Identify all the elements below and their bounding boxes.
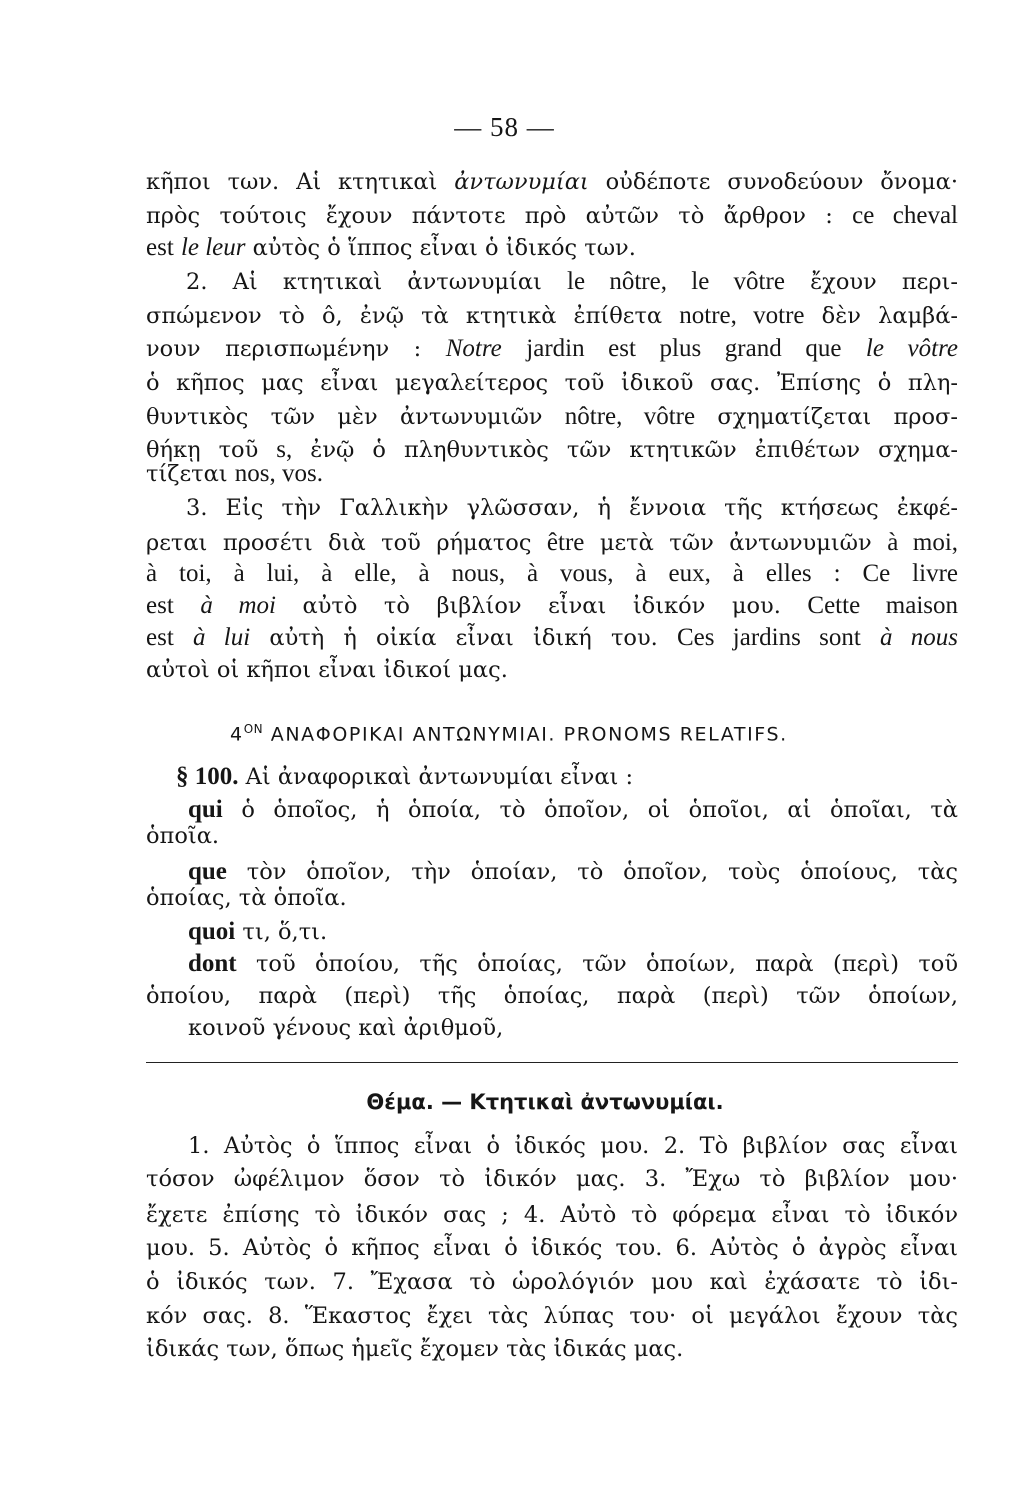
french-text: le nôtre, le vôtre — [567, 268, 785, 295]
french-text: être — [546, 529, 585, 556]
text: ἐνῷ ὁ πληθυντικὸς τῶν κτητικῶν ἐπιθέτων σχημα- — [310, 437, 958, 463]
text: κόν σας. 8. Ἕκαστος ἔχει τὰς λύπας του· οἱ μεγάλοι ἔχουν τὰς — [146, 1303, 958, 1329]
text: ὁποίου, παρὰ (περὶ) τῆς ὁποίας, παρὰ (περὶ) τῶν ὁποίων, — [146, 983, 958, 1009]
text-line — [146, 820, 958, 852]
french-text: est — [146, 592, 174, 619]
relative-pronoun: dont — [188, 950, 237, 977]
text-line — [146, 590, 958, 622]
text: κῆποι των. Αἱ κτητικαὶ — [146, 169, 438, 195]
text-line — [146, 882, 958, 914]
text: τίζεται — [146, 461, 228, 487]
page-number: — 58 — — [454, 112, 555, 142]
text-line — [146, 1232, 958, 1264]
text: θήκῃ τοῦ — [146, 437, 259, 463]
text: ὁ ὁποῖος, ἡ ὁποία, τὸ ὁποῖον, οἱ ὁποῖοι, αἱ ὁποῖαι, τὰ — [241, 797, 958, 823]
heading-number: 4 — [230, 723, 244, 746]
french-text: s, — [276, 436, 293, 463]
text: μου. 5. Αὐτὸς ὁ κῆπος εἶναι ὁ ἰδικός του. 6. Αὐτὸς ὁ ἀγρὸς εἶναι — [146, 1235, 958, 1261]
section-heading — [230, 722, 910, 745]
text: τόσον ὠφέλιμον ὅσον τὸ ἰδικόν μας. 3. Ἔχω τὸ βιβλίον μου· — [146, 1166, 958, 1192]
text-line — [186, 492, 958, 524]
french-text: est — [146, 624, 174, 651]
text: δὲν λαμβά- — [821, 303, 958, 329]
french-text: à moi, — [887, 529, 959, 556]
text-line — [176, 761, 958, 793]
text-line — [146, 367, 958, 399]
theme-title: Θέμα. — Κτητικαὶ ἀντωνυμίαι. — [366, 1090, 724, 1114]
relative-pronoun: quoi — [188, 918, 236, 945]
text: αὐτὸ τὸ βιβλίον εἶναι ἰδικόν μου. — [302, 593, 781, 619]
french-italic-text: à moi — [200, 592, 276, 619]
text-line — [146, 300, 958, 332]
french-italic-text: à nous — [880, 624, 959, 651]
text: τοῦ ὁποίου, τῆς ὁποίας, τῶν ὁποίων, παρὰ (περὶ) τοῦ — [255, 951, 958, 977]
text: ἔχετε ἐπίσης τὸ ἰδικόν σας ; 4. Αὐτὸ τὸ φόρεμα εἶναι τὸ ἰδικόν — [146, 1202, 958, 1228]
french-text: notre, votre — [679, 302, 805, 329]
text: αὐτοὶ οἱ κῆποι εἶναι ἰδικοί μας. — [146, 657, 508, 683]
text: μετὰ τῶν ἀντωνυμιῶν — [599, 530, 872, 556]
text-line — [146, 1333, 958, 1365]
text: ἔχουν περι- — [810, 269, 958, 295]
relative-pronoun: que — [188, 858, 227, 885]
text-line — [146, 527, 958, 559]
text: πρὸς τούτοις ἔχουν πάντοτε πρὸ αὐτῶν τὸ ἄρθρον : — [146, 203, 833, 229]
text: τὸν ὁποῖον, τὴν ὁποίαν, τὸ ὁποῖον, τοὺς ὁποίους, τὰς — [246, 859, 958, 885]
text: ρεται προσέτι διὰ τοῦ ρήματος — [146, 530, 532, 556]
text: 3. Εἰς τὴν Γαλλικὴν γλῶσσαν, ἡ ἔννοια τῆς κτήσεως ἐκφέ- — [186, 495, 958, 521]
text-line — [146, 1266, 958, 1298]
text: ἰδικάς των, ὅπως ἡμεῖς ἔχομεν τὰς ἰδικάς μας. — [146, 1336, 684, 1362]
french-text: à toi, à lui, à elle, à nous, à vous, à eux, à elles : Ce livre — [146, 560, 958, 587]
text: 1. Αὐτὸς ὁ ἵππος εἶναι ὁ ἰδικός μου. 2. Τὸ βιβλίον σας εἶναι — [188, 1133, 958, 1159]
text-line — [146, 401, 958, 433]
text-line — [146, 166, 958, 198]
text-line — [186, 266, 958, 298]
french-text: est — [146, 234, 174, 261]
paragraph-number: § 100. — [176, 763, 239, 790]
text: θυντικὸς τῶν μὲν ἀντωνυμιῶν — [146, 404, 543, 430]
text: σπώμενον τὸ ô, ἐνῷ τὰ κτητικὰ ἐπίθετα — [146, 303, 663, 329]
text-line — [188, 1012, 958, 1044]
divider — [146, 1062, 958, 1063]
text: αὐτὸς ὁ ἵππος εἶναι ὁ ἰδικός των. — [252, 235, 636, 261]
text-line — [146, 654, 958, 686]
text-line — [146, 458, 958, 490]
text-line — [146, 1163, 958, 1195]
text-line — [188, 1130, 958, 1162]
text: οὐδέποτε συνοδεύουν ὄνομα· — [605, 169, 958, 195]
french-italic-text: le vôtre — [865, 335, 958, 362]
text: 2. Αἱ κτητικαὶ ἀντωνυμίαι — [186, 269, 542, 295]
text-line — [188, 916, 958, 948]
french-italic-text: à lui — [192, 624, 251, 651]
french-text: nos, vos. — [234, 460, 323, 487]
text-line — [146, 333, 958, 365]
text: αὐτὴ ἡ οἰκία εἶναι ἰδική του. — [269, 625, 658, 651]
text: νουν περισπωμένην : — [146, 336, 422, 362]
french-italic-text: le leur — [180, 234, 246, 261]
text-line — [146, 980, 958, 1012]
text: ὁ ἰδικός των. 7. Ἔχασα τὸ ὡρολόγιόν μου καὶ ἐχάσατε τὸ ἰδι- — [146, 1269, 958, 1295]
french-italic-text: Notre — [445, 335, 502, 362]
text-line — [146, 622, 958, 654]
text: ὁποίας, τὰ ὁποῖα. — [146, 885, 347, 911]
text: κοινοῦ γένους καὶ ἀριθμοῦ, — [188, 1015, 504, 1041]
relative-pronoun: qui — [188, 796, 223, 823]
italic-text: ἀντωνυμίαι — [454, 169, 589, 195]
text-line — [146, 1300, 958, 1332]
french-text: Ces jardins sont — [677, 624, 861, 651]
french-text: Cette maison — [807, 592, 959, 619]
heading-text: ΑΝΑΦΟΡΙΚΑΙ ΑΝΤΩΝΥΜΙΑΙ. PRONOMS RELATIFS. — [270, 723, 788, 746]
french-text: nôtre, vôtre — [564, 403, 696, 430]
text: σχηματίζεται προσ- — [717, 404, 959, 430]
text: Αἱ ἀναφορικαὶ ἀντωνυμίαι εἶναι : — [245, 764, 634, 790]
text: ὁποῖα. — [146, 823, 220, 849]
text-line — [146, 1199, 958, 1231]
text: ὁ κῆπος μας εἶναι μεγαλείτερος τοῦ ἰδικοῦ σας. Ἐπίσης ὁ πλη- — [146, 370, 958, 396]
heading-superscript: ON — [243, 722, 264, 736]
text-line — [146, 200, 958, 232]
text-line — [146, 232, 958, 264]
french-text: jardin est plus grand que — [526, 335, 842, 362]
french-text: ce cheval — [852, 202, 958, 229]
text: τι, ὅ,τι. — [242, 919, 328, 945]
text-line — [146, 558, 958, 590]
text-line — [188, 948, 958, 980]
